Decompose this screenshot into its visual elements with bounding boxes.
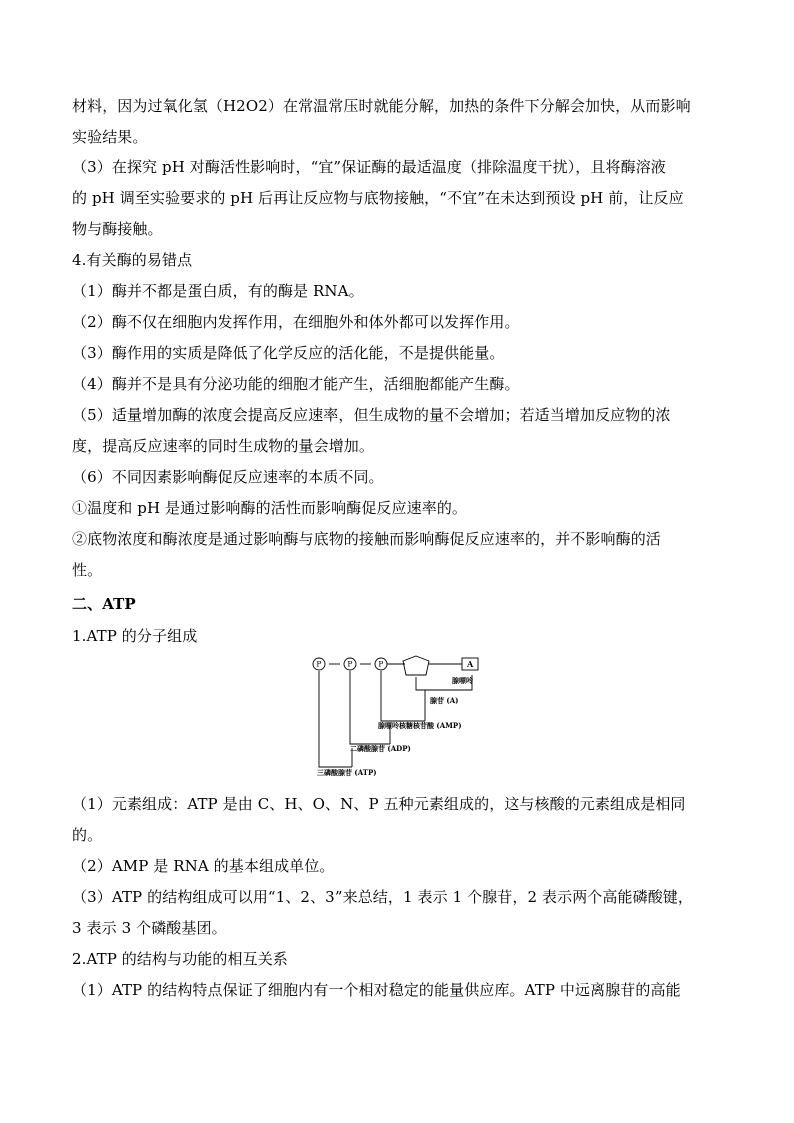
list-item: ②底物浓度和酶浓度是通过影响酶与底物的接触而影响酶促反应速率的，并不影响酶的活 — [72, 530, 661, 548]
adenine-box-label: A — [467, 659, 474, 669]
section-title: 二、ATP — [72, 595, 136, 613]
list-item: （6）不同因素影响酶促反应速率的本质不同。 — [72, 468, 384, 486]
list-item: （2）AMP 是 RNA 的基本组成单位。 — [72, 857, 335, 875]
atp-bracket — [319, 671, 352, 767]
adenine-label: 腺嘌呤 — [452, 676, 473, 685]
paragraph-line: 度，提高反应速率的同时生成物的量会增加。 — [72, 437, 375, 455]
list-item: （3）酶作用的实质是降低了化学反应的活化能，不是提供能量。 — [72, 344, 505, 362]
phosphate-label: P — [378, 659, 384, 669]
paragraph-line: 实验结果。 — [72, 128, 148, 146]
list-item: （1）酶并不都是蛋白质，有的酶是 RNA。 — [72, 282, 364, 300]
adp-label: 二磷酸腺苷 (ADP) — [350, 744, 411, 753]
list-item: （1）元素组成：ATP 是由 C、H、O、N、P 五种元素组成的，这与核酸的元素组成是相同 — [72, 795, 686, 813]
adp-bracket — [350, 671, 390, 744]
list-item: （5）适量增加酶的浓度会提高反应速率，但生成物的量不会增加；若适当增加反应物的浓 — [72, 406, 671, 424]
paragraph-line: 的。 — [72, 826, 103, 844]
paragraph-line: 材料，因为过氧化氢（H2O2）在常温常压时就能分解，加热的条件下分解会加快，从而影响 — [72, 97, 691, 115]
amp-bracket — [381, 671, 425, 721]
paragraph-line: 性。 — [72, 561, 103, 579]
adenosine-label: 腺苷 (A) — [430, 696, 459, 705]
list-item: （3）ATP 的结构组成可以用“1、2、3”来总结，1 表示 1 个腺苷，2 表示两个高能磷酸键， — [72, 888, 693, 906]
phosphate-label: P — [347, 659, 353, 669]
atp-label: 三磷酸腺苷 (ATP) — [317, 768, 377, 777]
paragraph-line: （3）在探究 pH 对酶活性影响时，“宜”保证酶的最适温度（排除温度干扰），且将酶溶液 — [72, 158, 666, 176]
ribose-pentagon — [403, 656, 429, 675]
list-item: ①温度和 pH 是通过影响酶的活性而影响酶促反应速率的。 — [72, 499, 468, 517]
atp-structure-diagram — [312, 655, 484, 780]
paragraph-line: 物与酶接触。 — [72, 220, 163, 238]
subheading: 4.有关酶的易错点 — [72, 251, 193, 269]
paragraph-line: 的 pH 调至实验要求的 pH 后再让反应物与底物接触，“不宜”在未达到预设 pH 前，让反应 — [72, 189, 684, 207]
list-item: （2）酶不仅在细胞内发挥作用，在细胞外和体外都可以发挥作用。 — [72, 313, 520, 331]
subheading: 2.ATP 的结构与功能的相互关系 — [72, 950, 288, 968]
amp-label: 腺嘌呤核糖核苷酸 (AMP) — [378, 721, 462, 730]
subheading: 1.ATP 的分子组成 — [72, 627, 198, 645]
list-item: （4）酶并不是具有分泌功能的细胞才能产生，活细胞都能产生酶。 — [72, 375, 520, 393]
phosphate-label: P — [316, 659, 322, 669]
list-item: （1）ATP 的结构特点保证了细胞内有一个相对稳定的能量供应库。ATP 中远离腺苷的高能 — [72, 981, 681, 999]
paragraph-line: 3 表示 3 个磷酸基团。 — [72, 919, 227, 937]
